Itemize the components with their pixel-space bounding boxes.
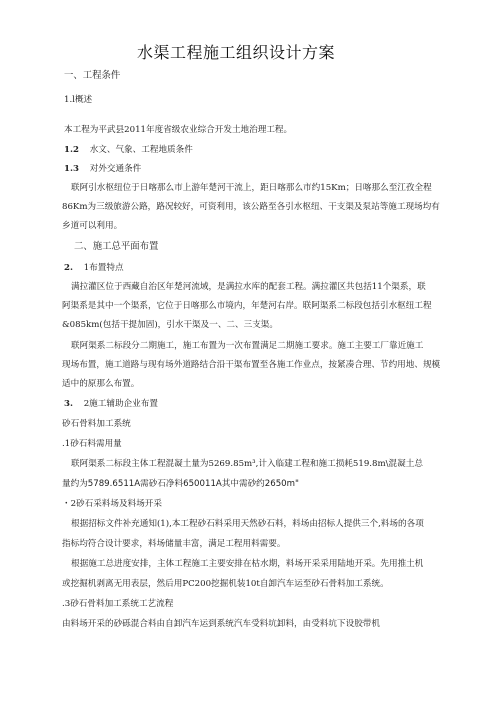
- subsection-title: 1布置特点: [83, 263, 124, 273]
- subsection-number: 2.: [64, 263, 73, 273]
- item-heading-2: ・2砂石采料场及料场开采: [62, 499, 162, 509]
- item-heading-3: .3砂石骨料加工系统工艺流程: [62, 599, 174, 609]
- quarry-paragraph-line: 指标均符合设计要求，料场储量丰富，满足工程用料需要。: [62, 539, 286, 549]
- subsection-number: 3.: [64, 399, 73, 409]
- traffic-paragraph-line: 联阿引水枢纽位于日喀那么市上游年楚河干流上，距日喀那么市约15Km；日喀那么至江孜全程: [71, 183, 432, 193]
- flow-paragraph-line: 由料场开采的砂砾混合料由自卸汽车运到系统汽车受料坑卸料，由受料坑下设胶带机: [62, 619, 380, 629]
- subsection-1-3-heading: [64, 163, 141, 175]
- subsystem-heading: 砂石骨料加工系统: [62, 419, 131, 429]
- subsection-1-1-heading: 1.l概述: [64, 95, 93, 105]
- subsection-number: 1.2: [64, 145, 79, 155]
- need-paragraph-line: 联阿渠系二标段主体工程混凝土量为5269.85m³,计入临建工程和施工损耗519.8m\混凝土总: [71, 459, 423, 469]
- traffic-paragraph-line: 86Km为三级旅游公路，路况较好，可资利用，该公路至各引水枢纽、干支渠及泵站等施工现场均有: [62, 202, 440, 212]
- layout-paragraph-line: 满拉灌区位于西藏自治区年楚河流域，是满拉水库的配套工程。满拉灌区共包括11个渠系，联: [71, 282, 426, 292]
- layout-paragraph-line: 现场布置，施工道路与现有场外道路结合沿干渠布置至各施工作业点，按紧凑合理、节约用地、规模: [62, 360, 441, 370]
- quarry-paragraph-line: 或挖掘机剥离无用表层，然后用PC200挖掘机装10t自卸汽车运至砂石骨料加工系统。: [62, 579, 389, 589]
- subsection-title: 水文、气象、工程地质条件: [89, 145, 193, 155]
- subsection-title: 2施工辅助企业布置: [83, 399, 158, 409]
- layout-paragraph-line: 联阿渠系二标段分二期施工，施工布置为一次布置满足二期施工要求。施工主要工厂靠近施工: [71, 341, 424, 351]
- subsection-number: 1.3: [64, 164, 79, 174]
- document-title: 水渠工程施工组织设计方案: [137, 43, 336, 62]
- subsection-1-2-heading: [64, 144, 193, 156]
- item-heading-1: .1砂石料需用量: [62, 439, 122, 449]
- subsection-2-1-heading: [64, 262, 124, 274]
- section-1-heading: 一、工程条件: [64, 70, 121, 81]
- quarry-paragraph-line: 根据施工总进度安排，主体工程施工主要安排在枯水期，料场开采采用陆地开采。先用推土机: [71, 559, 424, 569]
- subsection-2-2-heading: [64, 398, 158, 410]
- traffic-paragraph-line: 乡道可以利用。: [62, 221, 123, 231]
- overview-paragraph: 本工程为平武县2011年度省级农业综合开发土地治理工程。: [64, 125, 293, 135]
- quarry-paragraph-line: 根据招标文件补充通知(1),本工程砂石料采用天然砂石料，料场由招标人提供三个,料场的各项: [71, 519, 424, 529]
- layout-paragraph-line: 适中的原那么布置。: [62, 379, 140, 389]
- section-2-heading: 二、施工总平面布置: [74, 241, 159, 252]
- subsection-title: 对外交通条件: [89, 164, 142, 174]
- layout-paragraph-line: &085km(包括干提加固)，引水干渠及一、二、三支渠。: [62, 320, 278, 330]
- need-paragraph-line: 量约为5789.6511A需砂石净料650011A其中需砂约2650m": [62, 479, 299, 489]
- layout-paragraph-line: 阿渠系是其中一个渠系，它位于日喀那么市境内，年楚河右岸。联阿渠系二标段包括引水枢纽工程: [62, 301, 432, 311]
